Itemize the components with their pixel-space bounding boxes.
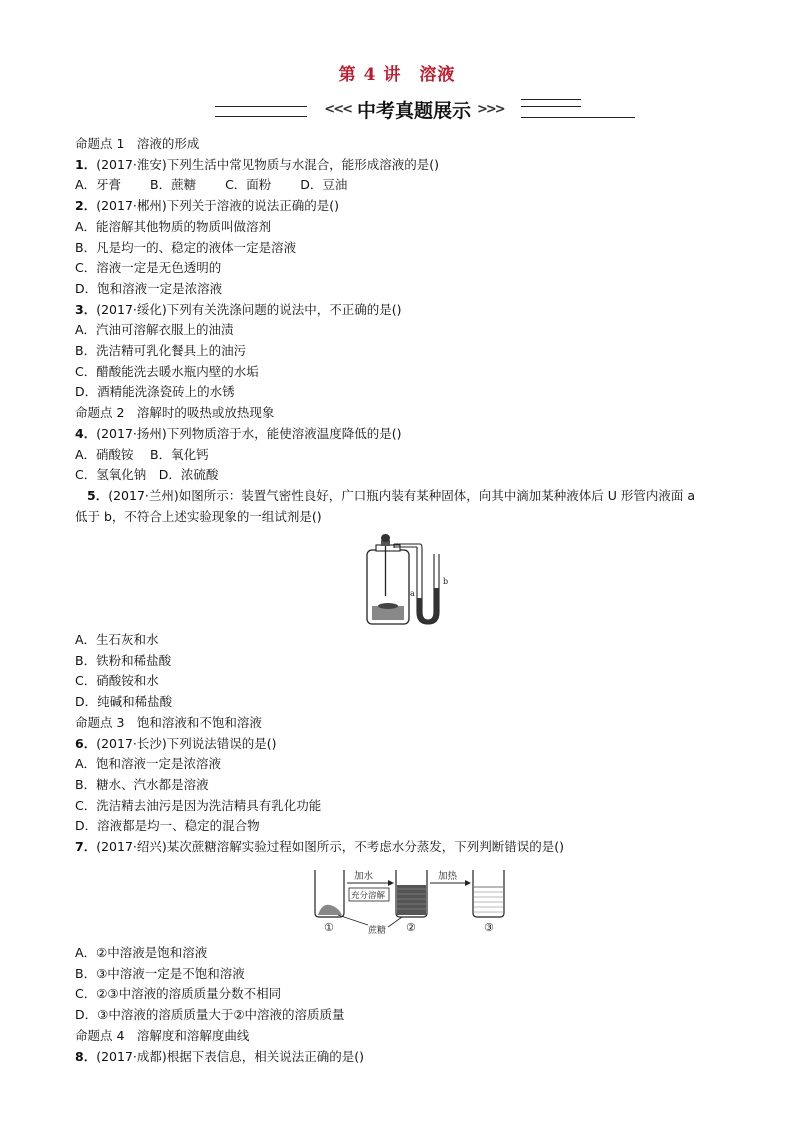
text-line [75,344,246,358]
question-number: 4． [75,425,97,441]
line-text: B．洗洁精可乳化餐具上的油污 [75,343,247,358]
text-line [75,946,207,960]
lecture-number: 第 4 讲 [338,65,402,85]
line-text: (2017·成都)根据下表信息，相关说法正确的是() [96,1048,364,1064]
chevron-right-icon: >>> [477,101,504,117]
question-number: 2． [75,198,97,214]
text-line [75,303,402,317]
text-line [75,448,209,462]
text-line [75,799,321,813]
line-text: (2017·兰州)如图所示：装置气密性良好，广口瓶内装有某种固体，向其中滴加某种液体后 U 形管内液面 a [108,487,695,503]
line-text: 命题点 4 溶解度和溶解度曲线 [75,1027,250,1043]
text-line [75,199,339,213]
line-text: D．饱和溶液一定是浓溶液 [75,280,223,296]
text-line [75,967,245,981]
question-number: 8． [75,1048,97,1064]
text-line [75,778,209,792]
line-text: D．酒精能洗涤瓷砖上的水锈 [75,384,235,400]
text-line [75,241,296,255]
text-line [75,323,234,337]
label-heat: 加热 [438,871,458,882]
line-text: A．硝酸铵 B．氧化钙 [75,446,209,462]
text-line [75,137,199,151]
label-beaker-1: ① [324,921,334,934]
label-a: a [410,589,415,598]
line-text: (2017·绍兴)某次蔗糖溶解实验过程如图所示，不考虑水分蒸发，下列判断错误的是() [96,839,564,854]
question-number: 7． [75,839,97,854]
line-text: A．②中溶液是饱和溶液 [75,945,208,960]
line-text: B．凡是均一的、稳定的液体一定是溶液 [75,239,297,255]
line-text: (2017·绥化)下列有关洗涤问题的说法中，不正确的是() [96,301,402,317]
text-line [75,427,402,441]
banner-title: 中考真题展示 [356,99,471,122]
line-text: 低于 b，不符合上述实验现象的一组试剂是() [75,508,322,524]
question-number: 1． [75,156,97,172]
text-line [75,178,347,192]
line-text: C．溶液一定是无色透明的 [75,260,222,276]
text-line [75,158,439,172]
text-line [75,840,564,854]
question-number: 5． [87,487,109,503]
line-text: (2017·淮安)下列生活中常见物质与水混合，能形成溶液的是() [96,156,439,172]
line-text: (2017·扬州)下列物质溶于水，能使溶液温度降低的是() [96,425,402,441]
text-line [75,695,172,709]
line-text: 命题点 2 溶解时的吸热或放热现象 [75,405,275,421]
text-line [75,385,235,399]
question-number: 3． [75,301,97,317]
line-text: C．②③中溶液的溶质质量分数不相同 [75,986,282,1002]
sugar-dissolving-figure [310,865,515,935]
text-line [75,716,262,730]
line-text: A．汽油可溶解衣服上的油渍 [75,322,234,338]
text-line [75,1008,345,1022]
text-line [75,365,259,379]
line-text: B．铁粉和稀盐酸 [75,652,172,668]
label-beaker-3: ③ [484,921,494,934]
text-line [75,510,322,524]
label-add-water: 加水 [354,871,374,882]
text-line [75,757,221,771]
banner-box [307,97,521,121]
line-text: C．洗洁精去油污是因为洗洁精具有乳化功能 [75,797,322,813]
label-sugar: 蔗糖 [368,926,387,935]
line-text: C．氢氧化钠 D．浓硫酸 [75,467,219,483]
line-text: B．糖水、汽水都是溶液 [75,776,209,792]
line-text: D．溶液都是均一、稳定的混合物 [75,818,260,834]
text-line [75,261,221,275]
label-dissolve: 充分溶解 [351,891,386,901]
text-line [75,633,159,647]
line-text: 命题点 3 饱和溶液和不饱和溶液 [75,714,262,730]
lecture-topic: 溶液 [419,65,456,85]
text-line [75,282,222,296]
line-text: A．饱和溶液一定是浓溶液 [75,756,222,772]
line-text: D．纯碱和稀盐酸 [75,694,173,710]
text-line [75,1050,364,1064]
line-text: A．能溶解其他物质的物质叫做溶剂 [75,218,272,234]
line-text: A．牙膏 B．蔗糖 C．面粉 D．豆油 [75,177,348,193]
line-text: B．③中溶液一定是不饱和溶液 [75,965,245,981]
text-line [75,674,159,688]
label-beaker-2: ② [406,921,416,934]
text-line [75,406,274,420]
line-text: 命题点 1 溶液的形成 [75,136,200,151]
text-line [75,1029,249,1043]
u-tube-apparatus-figure [366,534,466,626]
line-text: (2017·郴州)下列关于溶液的说法正确的是() [96,198,339,214]
line-text: (2017·长沙)下列说法错误的是() [96,735,277,751]
text-line [75,737,277,751]
text-line [75,819,260,833]
section-banner [215,96,635,124]
text-line [75,654,171,668]
chevron-left-icon: <<< [324,101,351,117]
line-text: A．生石灰和水 [75,632,159,647]
text-line [75,220,271,234]
text-line [75,468,218,482]
text-line [75,987,281,1001]
line-text: D．③中溶液的溶质质量大于②中溶液的溶质质量 [75,1007,345,1023]
line-text: C．醋酸能洗去暖水瓶内壁的水垢 [75,363,259,379]
question-number: 6． [75,735,97,751]
label-b: b [443,577,449,586]
text-line [87,489,695,503]
page-title [0,60,794,85]
line-text: C．硝酸铵和水 [75,673,159,689]
